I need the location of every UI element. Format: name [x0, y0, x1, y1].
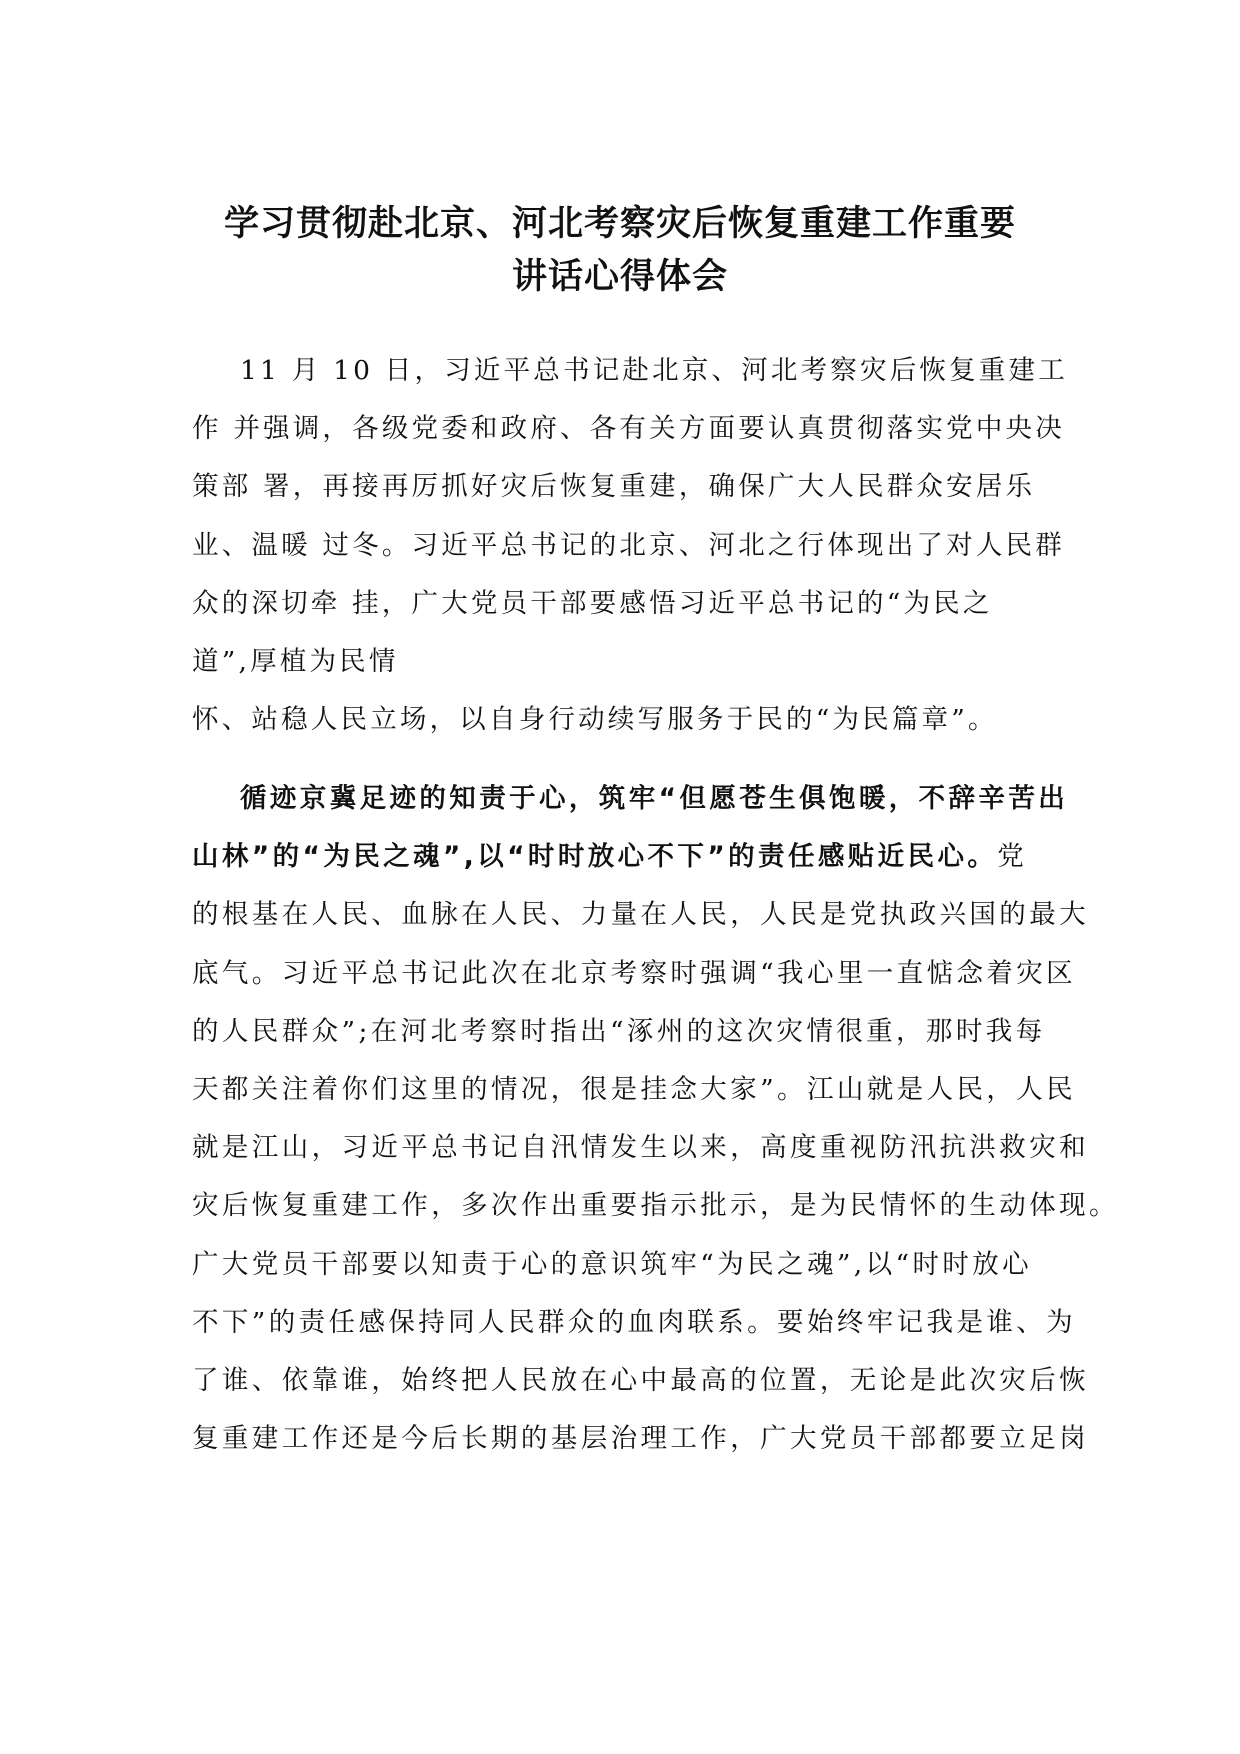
paragraph-line: 不下”的责任感保持同人民群众的血肉联系。要始终牢记我是谁、为 — [192, 1306, 1077, 1338]
paragraph-line: 的根基在人民、血脉在人民、力量在人民，人民是党执政兴国的最大 — [192, 899, 1089, 931]
paragraph-line: 怀、站稳人民立场，以自身行动续写服务于民的“为民篇章”。 — [192, 704, 998, 736]
paragraph-line: 天都关注着你们这里的情况，很是挂念大家”。江山就是人民，人民 — [192, 1073, 1077, 1105]
paragraph-text: 党 — [997, 841, 1028, 873]
paragraph-line: 策部 署，再接再厉抓好灾后恢复重建，确保广大人民群众安居乐 — [192, 471, 1036, 503]
paragraph-intro — [192, 342, 1068, 749]
section-heading-tail: 山林”的“为民之魂”,以“时时放心不下”的责任感贴近民心。 — [192, 841, 998, 873]
paragraph-line: 就是江山，习近平总书记自汛情发生以来，高度重视防汛抗洪救灾和 — [192, 1132, 1089, 1164]
paragraph-line: 广大党员干部要以知责于心的意识筑牢“为民之魂”,以“时时放心 — [192, 1248, 1033, 1280]
section-heading-line: 循迹京冀足迹的知责于心，筑牢“但愿苍生俱饱暖，不辞辛苦出 — [240, 783, 1069, 814]
paragraph-line — [192, 828, 1062, 886]
paragraph-section-1 — [192, 770, 1119, 1468]
paragraph-line: 道”,厚植为民情 — [192, 645, 399, 677]
paragraph-line: 众的深切牵 挂，广大党员干部要感悟习近平总书记的“为民之 — [192, 587, 993, 619]
paragraph-line: 的人民群众”;在河北考察时指出“涿州的这次灾情很重，那时我每 — [192, 1015, 1046, 1047]
paragraph-line: 复重建工作还是今后长期的基层治理工作，广大党员干部都要立足岗 — [192, 1423, 1089, 1455]
document-title — [150, 198, 1090, 304]
paragraph-line: 底气。习近平总书记此次在北京考察时强调“我心里一直惦念着灾区 — [192, 957, 1077, 989]
paragraph-line: 作 并强调，各级党委和政府、各有关方面要认真贯彻落实党中央决 — [192, 413, 1065, 445]
paragraph-line: 了谁、依靠谁，始终把人民放在心中最高的位置，无论是此次灾后恢 — [192, 1364, 1089, 1396]
paragraph-line: 11 月 10 日，习近平总书记赴北京、河北考察灾后恢复重建工 — [240, 355, 1068, 386]
paragraph-line: 灾后恢复重建工作，多次作出重要指示批示，是为民情怀的生动体现。 — [192, 1190, 1119, 1222]
paragraph-line: 业、温暖 过冬。习近平总书记的北京、河北之行体现出了对人民群 — [192, 529, 1065, 561]
title-line: 学习贯彻赴北京、河北考察灾后恢复重建工作重要 — [223, 204, 1016, 244]
title-line: 讲话心得体会 — [511, 257, 728, 297]
